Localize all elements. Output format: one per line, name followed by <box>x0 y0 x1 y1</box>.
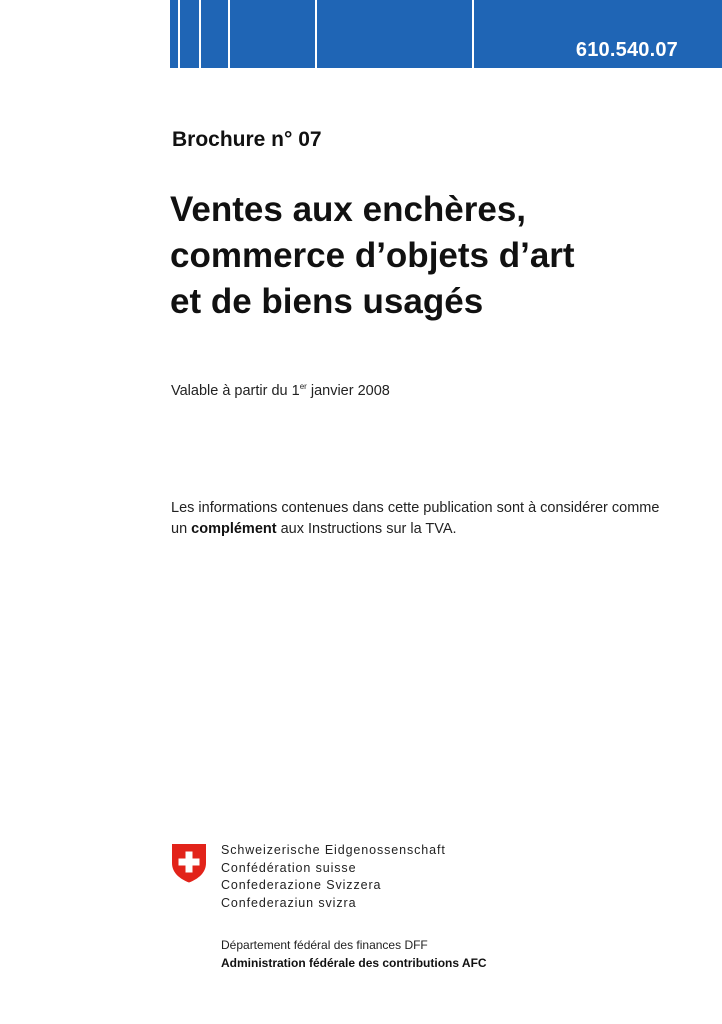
validity-date <box>171 381 390 401</box>
office-name: Administration fédérale des contributions AFC <box>221 956 487 970</box>
header-stripe-2 <box>199 0 201 68</box>
document-number: 610.540.07 <box>575 39 678 61</box>
info-line-1: Les informations contenues dans cette publication sont à considérer comme <box>171 500 660 516</box>
department-name: Département fédéral des finances DFF <box>221 938 428 952</box>
info-line-2 <box>171 519 691 540</box>
validity-suffix: janvier 2008 <box>306 383 390 399</box>
header-stripe-5 <box>472 0 474 68</box>
title-line-2: commerce d’objets d’art <box>170 236 575 275</box>
confed-name-rm: Confederaziun svizra <box>221 895 357 910</box>
validity-prefix: Valable à partir du 1 <box>171 383 300 399</box>
page-title <box>170 187 690 325</box>
swiss-cross-shield-icon <box>171 843 207 883</box>
header-bar <box>170 0 722 68</box>
info-line-2-prefix: un <box>171 521 192 537</box>
info-emphasis: complément <box>191 521 277 537</box>
info-line-2-suffix: aux Instructions sur la TVA. <box>276 521 457 537</box>
department-block <box>221 936 487 972</box>
header-stripe-1 <box>178 0 180 68</box>
header-stripe-4 <box>315 0 317 68</box>
title-line-1: Ventes aux enchères, <box>170 190 527 229</box>
confederation-names <box>221 842 446 912</box>
brochure-label: Brochure n° 07 <box>172 128 322 151</box>
confed-name-it: Confederazione Svizzera <box>221 878 382 892</box>
info-paragraph <box>171 498 691 540</box>
confed-name-fr: Confédération suisse <box>221 860 357 875</box>
confed-name-de: Schweizerische Eidgenossenschaft <box>221 843 446 857</box>
title-line-3: et de biens usagés <box>170 282 484 321</box>
validity-superscript: er <box>299 382 307 391</box>
header-stripe-3 <box>228 0 230 68</box>
